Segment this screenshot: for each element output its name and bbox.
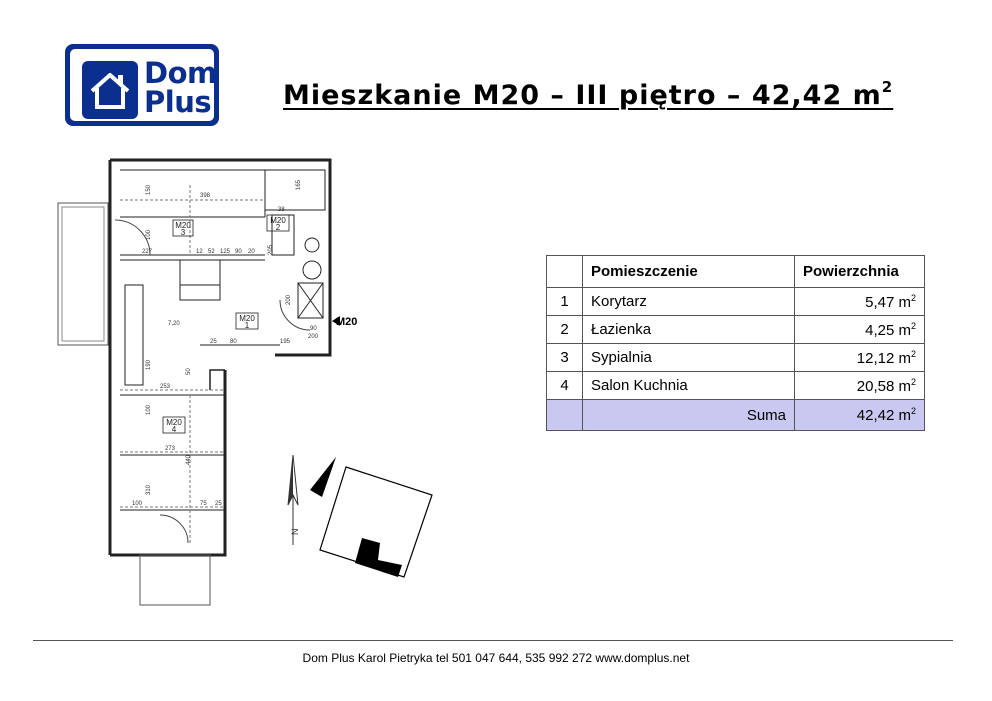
row-number: 1 xyxy=(547,288,583,316)
table-row xyxy=(547,316,925,344)
dim-label: 398 xyxy=(200,193,211,199)
dim-label: 205 xyxy=(268,244,274,255)
dim-label: 125 xyxy=(220,249,231,255)
dim-label: 440 xyxy=(186,454,192,465)
dim-label: 150 xyxy=(146,184,152,195)
row-area-sup: 2 xyxy=(910,320,916,331)
room-3-id: M20 xyxy=(175,221,191,230)
row-area xyxy=(795,344,925,372)
sum-area-sup: 2 xyxy=(910,406,916,416)
house-icon xyxy=(82,61,138,119)
dim-label: 80 xyxy=(230,339,237,345)
logo-frame xyxy=(70,49,217,121)
dim-label: 12 xyxy=(196,249,203,255)
footer-contact: Dom Plus Karol Pietryka tel 501 047 644, 535 992 272 www.domplus.net xyxy=(302,651,690,665)
logo-wordmark xyxy=(144,56,217,119)
logo-line-2: Plus xyxy=(144,85,212,119)
dim-label: 165 xyxy=(296,179,302,190)
company-logo xyxy=(65,44,219,126)
building-location-key xyxy=(310,457,432,577)
room-1-id: M20 xyxy=(239,314,255,323)
row-number: 2 xyxy=(547,316,583,344)
dim-label: 100 xyxy=(132,501,143,507)
dim-label: 20 xyxy=(248,249,255,255)
dim-label: 310 xyxy=(146,484,152,495)
header-room: Pomieszczenie xyxy=(583,256,795,288)
room-2-number: 2 xyxy=(275,223,281,232)
dim-label: 90 xyxy=(235,249,242,255)
floor-plan xyxy=(50,155,440,610)
table-row xyxy=(547,372,925,400)
row-number: 4 xyxy=(547,372,583,400)
row-room-name: Salon Kuchnia xyxy=(583,372,795,400)
page-title xyxy=(283,78,893,111)
north-label: N xyxy=(290,528,300,535)
table-header-row xyxy=(547,256,925,288)
dim-label: 253 xyxy=(160,384,171,390)
row-room-name: Łazienka xyxy=(583,316,795,344)
row-area xyxy=(795,288,925,316)
dim-label: 200 xyxy=(286,294,292,305)
entrance-label: M20 xyxy=(336,316,358,328)
dim-label: 90 xyxy=(310,326,317,332)
table-sum-row xyxy=(547,400,925,431)
row-area-sup: 2 xyxy=(910,376,916,387)
dim-label: 190 xyxy=(146,359,152,370)
dim-label: 100 xyxy=(146,229,152,240)
row-area xyxy=(795,372,925,400)
room-4-id: M20 xyxy=(166,418,182,427)
room-area-table xyxy=(546,255,925,431)
header-area: Powierzchnia xyxy=(795,256,925,288)
header-no xyxy=(547,256,583,288)
row-area-value: 5,47 m xyxy=(865,293,911,311)
title-text: Mieszkanie M20 – III piętro – 42,42 m xyxy=(283,80,882,111)
sum-empty-cell xyxy=(547,400,583,431)
dim-label: 38 xyxy=(278,207,285,213)
dim-label: 25 xyxy=(215,501,222,507)
dim-label: 52 xyxy=(208,249,215,255)
sum-label: Suma xyxy=(583,400,795,431)
title-unit-superscript: 2 xyxy=(881,78,894,96)
row-area-value: 4,25 m xyxy=(865,321,911,339)
dim-label: 75 xyxy=(200,501,207,507)
dim-label: 273 xyxy=(165,446,176,452)
logo-line-1: Dom xyxy=(144,56,217,90)
dim-label: 50 xyxy=(186,368,192,375)
dim-label: 195 xyxy=(280,339,291,345)
row-room-name: Korytarz xyxy=(583,288,795,316)
sum-area-value: 42,42 m xyxy=(856,407,911,424)
row-area-sup: 2 xyxy=(910,348,916,359)
row-area-value: 20,58 m xyxy=(856,377,911,395)
row-area-sup: 2 xyxy=(910,292,916,303)
dim-label: 227 xyxy=(142,249,153,255)
footer-divider xyxy=(33,640,953,641)
row-area-value: 12,12 m xyxy=(856,349,911,367)
room-3-number: 3 xyxy=(180,228,186,237)
table-row xyxy=(547,288,925,316)
dim-label: 200 xyxy=(308,334,319,340)
room-2-id: M20 xyxy=(270,216,286,225)
sum-area xyxy=(795,400,925,431)
dim-label: 7,20 xyxy=(168,321,180,327)
room-4-number: 4 xyxy=(171,425,177,434)
row-number: 3 xyxy=(547,344,583,372)
row-room-name: Sypialnia xyxy=(583,344,795,372)
dim-label: 100 xyxy=(146,404,152,415)
dim-label: 25 xyxy=(210,339,217,345)
room-1-number: 1 xyxy=(244,321,250,330)
row-area xyxy=(795,316,925,344)
table-row xyxy=(547,344,925,372)
